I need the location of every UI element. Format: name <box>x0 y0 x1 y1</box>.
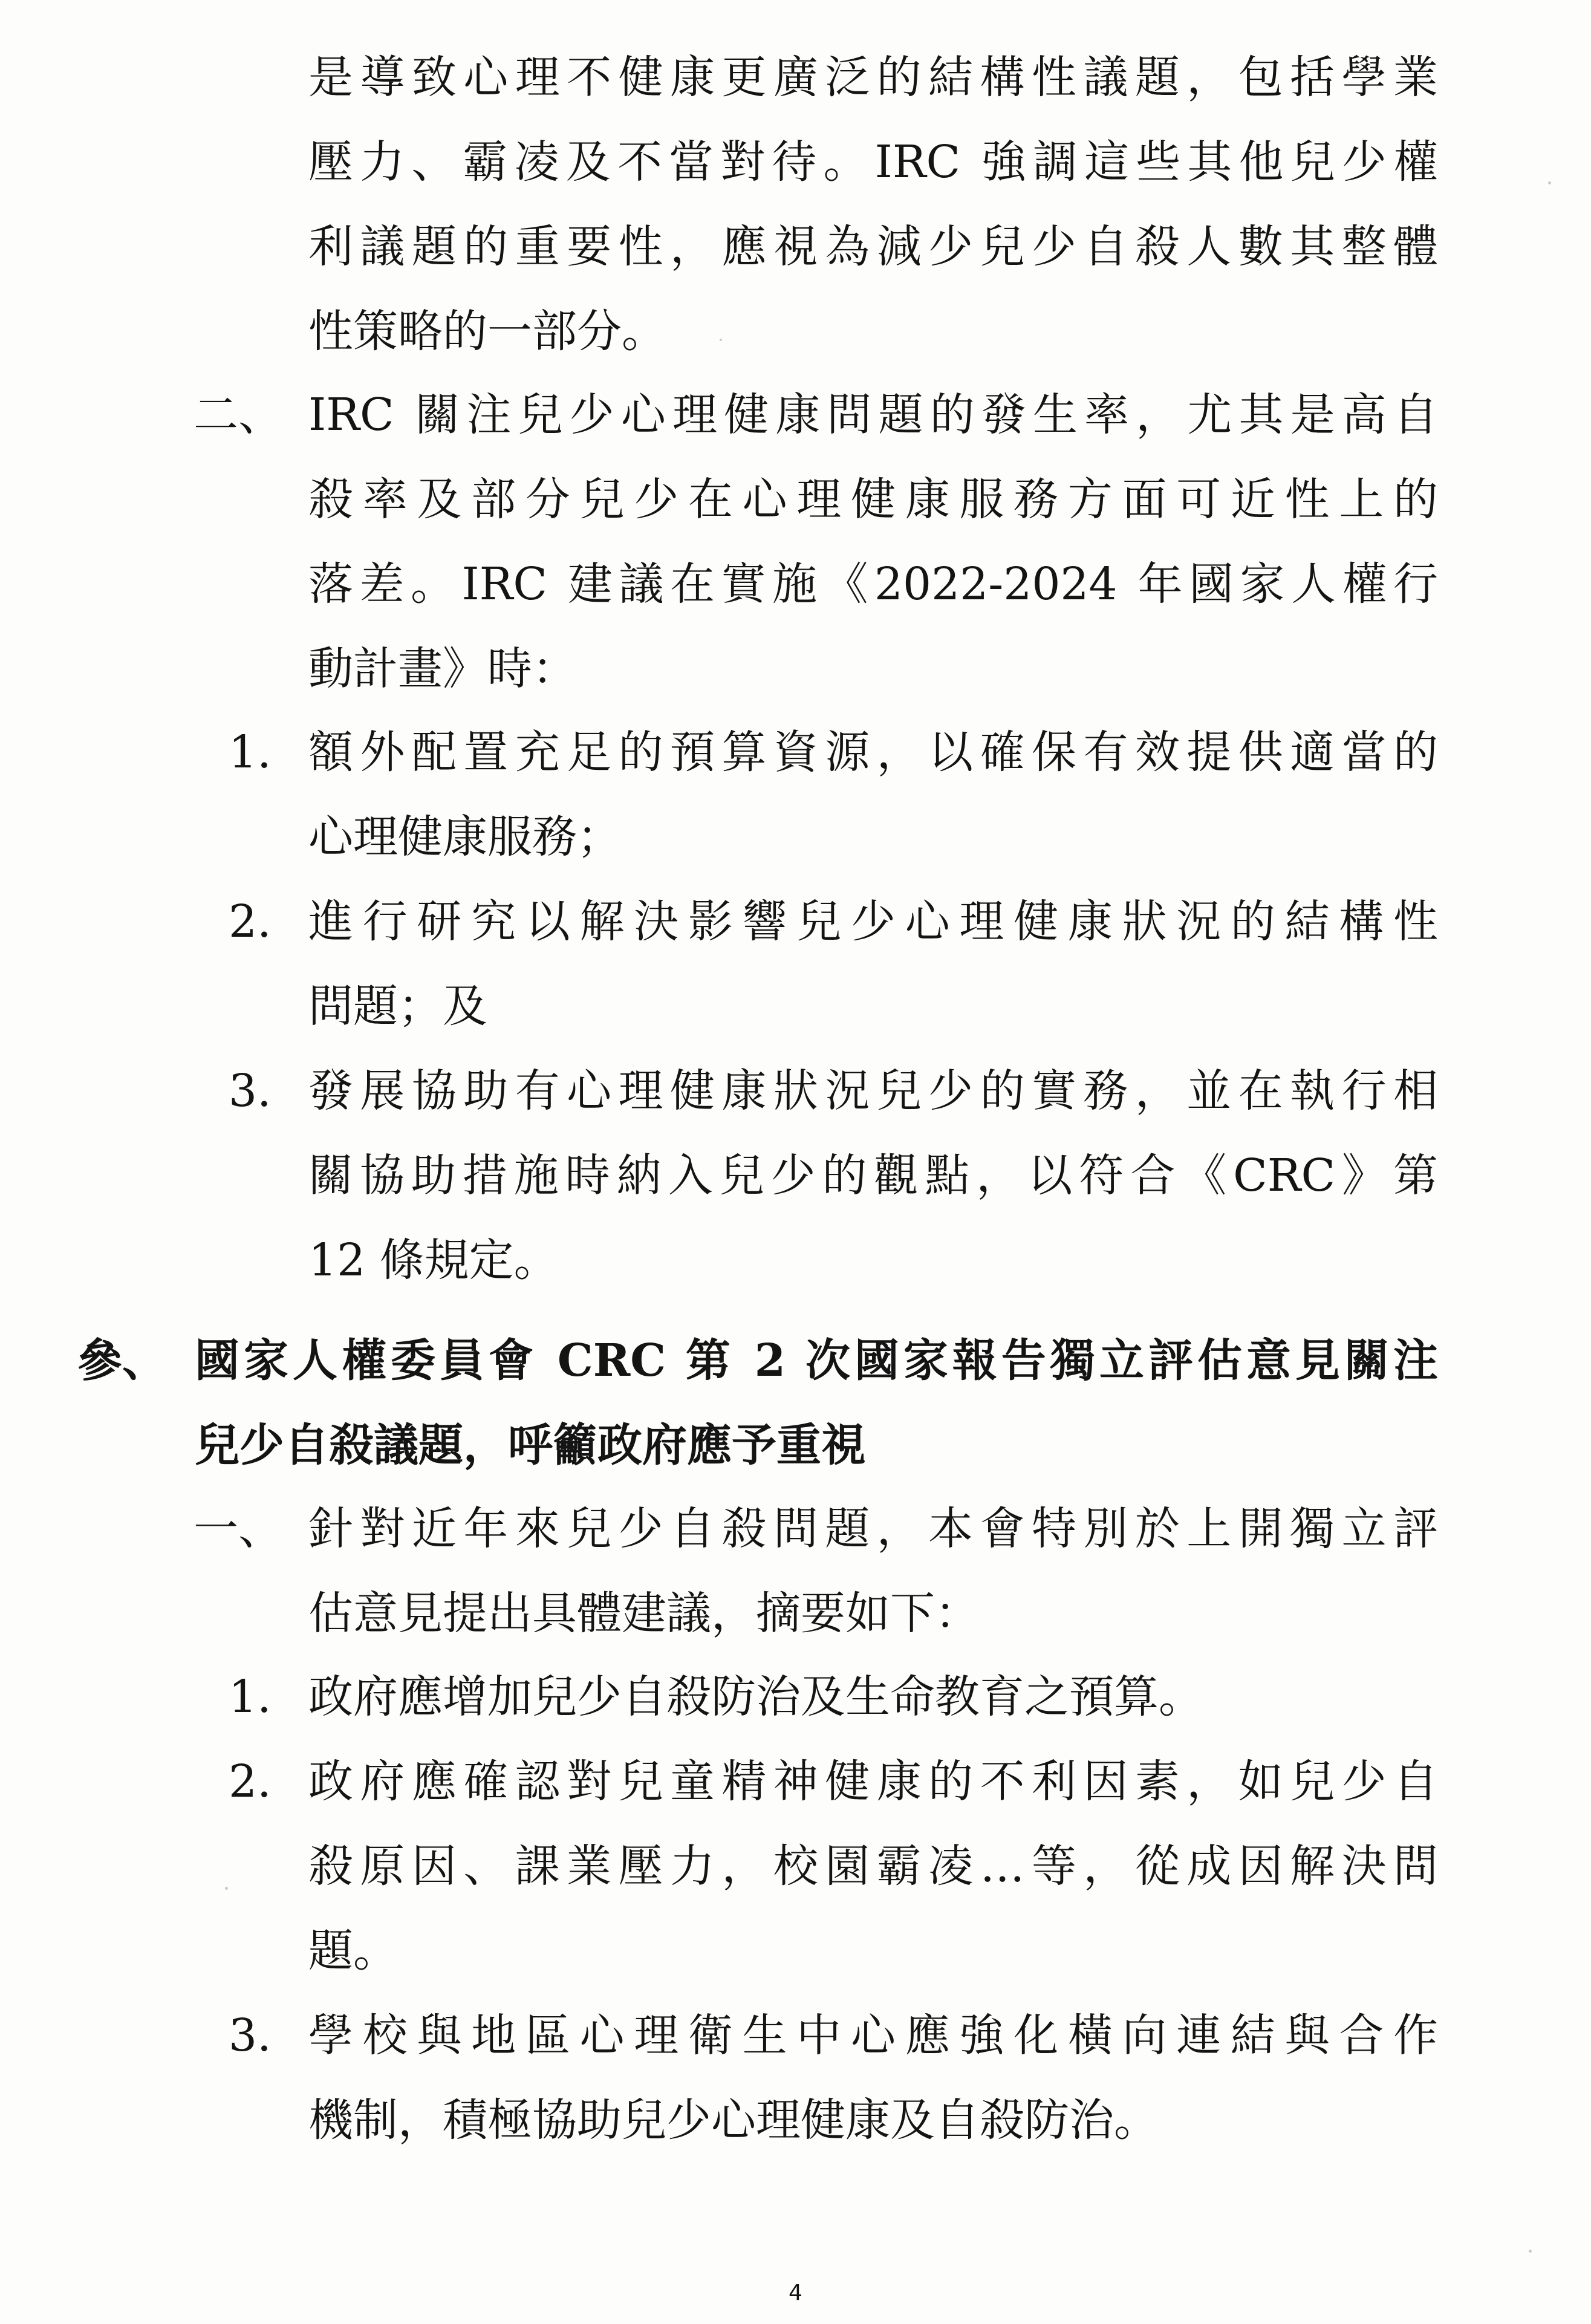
paragraph-line: 落差。IRC 建議在實施《2022-2024 年國家人權行 <box>308 558 1438 610</box>
chapter-heading-line: 國家人權委員會 CRC 第 2 次國家報告獨立評估意見關注 <box>195 1335 1438 1387</box>
list-item-line: 學校與地區心理衛生中心應強化橫向連結與合作 <box>308 2010 1438 2062</box>
section-marker: 二、 <box>194 389 283 441</box>
page-number: 4 <box>789 2280 802 2305</box>
scan-speck <box>1529 2250 1532 2253</box>
scan-speck <box>225 1887 228 1890</box>
list-item-marker: 3. <box>229 2010 272 2062</box>
list-item-line: 進行研究以解決影響兒少心理健康狀況的結構性 <box>308 896 1438 948</box>
list-item-line: 問題；及 <box>308 980 487 1032</box>
list-item-marker: 2. <box>229 896 272 948</box>
chapter-marker: 參、 <box>77 1335 167 1387</box>
paragraph-line: 殺率及部分兒少在心理健康服務方面可近性上的 <box>308 474 1438 526</box>
list-item-line: 政府應增加兒少自殺防治及生命教育之預算。 <box>308 1671 1203 1723</box>
list-item-line: 殺原因、課業壓力，校園霸凌…等，從成因解決問 <box>308 1840 1438 1892</box>
section-marker: 一、 <box>194 1503 283 1555</box>
paragraph-line: 動計畫》時： <box>308 643 577 695</box>
list-item-marker: 3. <box>229 1065 272 1117</box>
list-item-line: 政府應確認對兒童精神健康的不利因素，如兒少自 <box>308 1756 1438 1808</box>
list-item-line: 心理健康服務； <box>308 811 622 863</box>
paragraph-line: 壓力、霸凌及不當對待。IRC 強調這些其他兒少權 <box>308 136 1438 188</box>
paragraph-line: 利議題的重要性，應視為減少兒少自殺人數其整體 <box>308 221 1438 273</box>
list-item-line: 機制，積極協助兒少心理健康及自殺防治。 <box>308 2094 1159 2146</box>
scan-speck <box>1548 181 1551 184</box>
list-item-marker: 2. <box>229 1756 272 1808</box>
paragraph-line: 是導致心理不健康更廣泛的結構性議題，包括學業 <box>308 51 1438 103</box>
list-item-marker: 1. <box>229 726 272 778</box>
paragraph-line: 性策略的一部分。 <box>308 305 666 357</box>
paragraph-line: 估意見提出具體建議，摘要如下： <box>308 1587 980 1639</box>
list-item-line: 額外配置充足的預算資源，以確保有效提供適當的 <box>308 726 1438 778</box>
list-item-line: 關協助措施時納入兒少的觀點，以符合《CRC》第 <box>308 1150 1438 1202</box>
list-item-marker: 1. <box>229 1671 272 1723</box>
paragraph-line: 針對近年來兒少自殺問題，本會特別於上開獨立評 <box>308 1503 1438 1555</box>
list-item-line: 12 條規定。 <box>308 1234 559 1286</box>
chapter-heading-line: 兒少自殺議題，呼籲政府應予重視 <box>195 1419 866 1471</box>
list-item-line: 發展協助有心理健康狀況兒少的實務，並在執行相 <box>308 1065 1438 1117</box>
paragraph-line: IRC 關注兒少心理健康問題的發生率，尤其是高自 <box>308 389 1438 441</box>
scan-speck <box>720 339 722 341</box>
list-item-line: 題。 <box>308 1925 398 1977</box>
